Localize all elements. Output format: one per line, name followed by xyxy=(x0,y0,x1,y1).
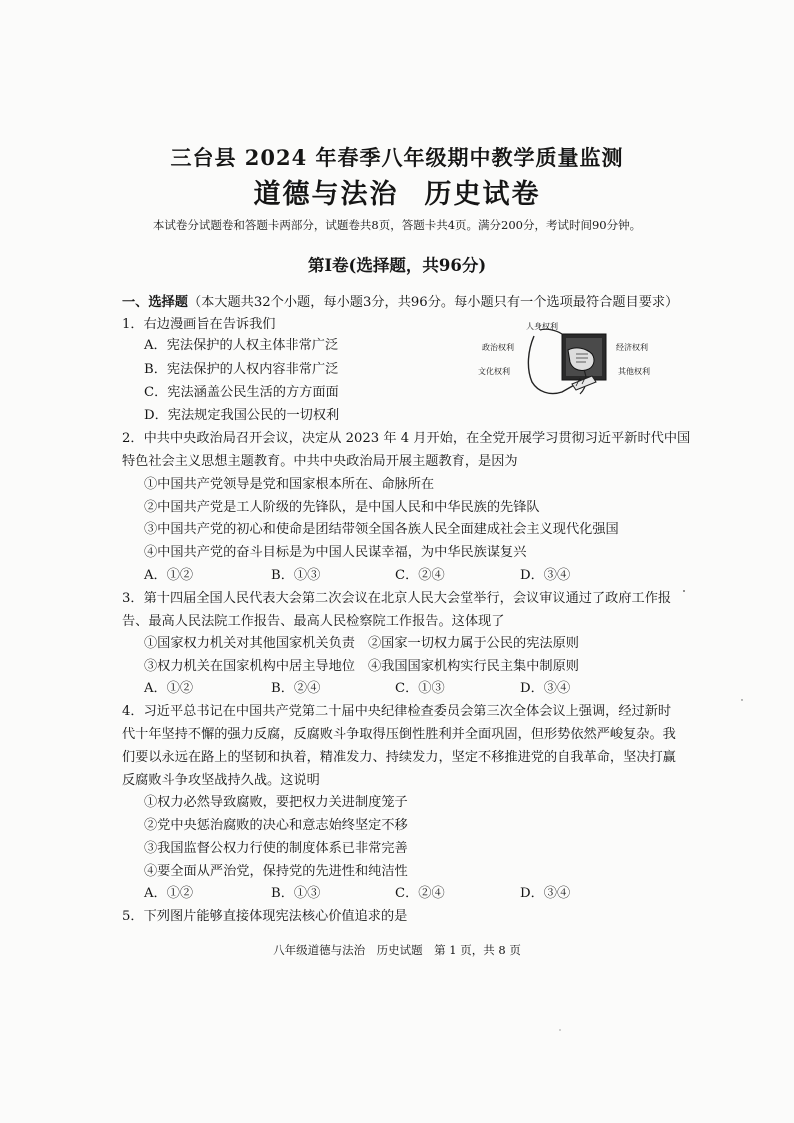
q1-stem: 1．右边漫画旨在告诉我们 xyxy=(122,317,276,332)
q4-stem-line-3: 们要以永远在路上的坚韧和执着，精准发力、持续发力，坚定不移推进党的自我革命，坚决打赢 xyxy=(122,750,676,765)
q3-choice-c: C．①③ xyxy=(395,681,445,696)
q2-choice-d: D．③④ xyxy=(520,568,571,583)
q3-choice-d: D．③④ xyxy=(520,681,571,696)
instructions-text: （本大题共32个小题，每小题3分，共96分。每小题只有一个选项最符合题目要求） xyxy=(187,295,679,310)
exam-note: 本试卷分试题卷和答题卡两部分，试题卷共8页，答题卡共4页。满分200分，考试时间90分钟。 xyxy=(152,218,642,232)
q1-option-c: C．宪法涵盖公民生活的方方面面 xyxy=(144,385,339,400)
q3-stem-line-2: 告、最高人民法院工作报告、最高人民检察院工作报告。这体现了 xyxy=(122,614,505,629)
q4-item-2: ②党中央惩治腐败的决心和意志始终坚定不移 xyxy=(144,818,408,833)
cartoon-label-other: 其他权利 xyxy=(618,367,650,376)
cartoon-label-economic: 经济权利 xyxy=(616,343,648,352)
q3-stem-line-1: 3．第十四届全国人民代表大会第二次会议在北京人民大会堂举行，会议审议通过了政府工作报 xyxy=(122,591,672,606)
q2-choice-b: B．①③ xyxy=(271,568,321,583)
page-footer: 八年级道德与法治 历史试题 第 1 页，共 8 页 xyxy=(273,943,521,957)
q4-choice-d: D．③④ xyxy=(520,886,571,901)
q1-option-a: A．宪法保护的人权主体非常广泛 xyxy=(144,338,339,353)
q3-item-1: ①国家权力机关对其他国家机关负责 xyxy=(144,636,355,651)
q4-stem-line-4: 反腐败斗争攻坚战持久战。这说明 xyxy=(122,773,320,788)
q4-choice-a: A．①② xyxy=(144,886,194,901)
q4-item-1: ①权力必然导致腐败，要把权力关进制度笼子 xyxy=(144,795,408,810)
q3-choice-a: A．①② xyxy=(144,681,194,696)
q2-item-2: ②中国共产党是工人阶级的先锋队，是中国人民和中华民族的先锋队 xyxy=(144,500,540,515)
q1-option-d: D．宪法规定我国公民的一切权利 xyxy=(144,408,340,423)
q2-stem-line-2: 特色社会主义思想主题教育。中共中央政治局开展主题教育，是因为 xyxy=(122,454,518,469)
cartoon-label-cultural: 文化权利 xyxy=(478,367,510,376)
section-title: 第Ⅰ卷(选择题，共96分) xyxy=(307,256,487,275)
q2-item-3: ③中国共产党的初心和使命是团结带领全国各族人民全面建成社会主义现代化强国 xyxy=(144,522,619,537)
q4-choice-b: B．①③ xyxy=(271,886,321,901)
q5-stem: 5．下列图片能够直接体现宪法核心价值追求的是 xyxy=(122,909,408,924)
q2-choice-c: C．②④ xyxy=(395,568,445,583)
cartoon-label-political: 政治权利 xyxy=(482,343,514,352)
q4-stem-line-2: 代十年坚持不懈的强力反腐，反腐败斗争取得压倒性胜利并全面巩固，但形势依然严峻复杂。我 xyxy=(122,727,676,742)
q3-item-4: ④我国国家机构实行民主集中制原则 xyxy=(368,659,579,674)
q2-choice-a: A．①② xyxy=(144,568,194,583)
cartoon-label-personal: 人身权利 xyxy=(526,322,558,331)
q4-choice-c: C．②④ xyxy=(395,886,445,901)
subject-history: 历史试卷 xyxy=(424,179,541,210)
q3-item-3: ③权力机关在国家机构中居主导地位 xyxy=(144,659,355,674)
exam-title: 三台县 2024 年春季八年级期中教学质量监测 xyxy=(170,145,624,170)
q2-item-1: ①中国共产党领导是党和国家根本所在、命脉所在 xyxy=(144,477,435,492)
subject-civics: 道德与法治 xyxy=(253,179,399,210)
q3-item-2: ②国家一切权力属于公民的宪法原则 xyxy=(368,636,579,651)
q4-item-3: ③我国监督公权力行使的制度体系已非常完善 xyxy=(144,841,408,856)
q4-item-4: ④要全面从严治党，保持党的先进性和纯洁性 xyxy=(144,864,408,879)
instructions-label: 一、选择题 xyxy=(122,295,188,310)
q1-option-b: B．宪法保护的人权内容非常广泛 xyxy=(144,362,339,377)
q4-stem-line-1: 4．习近平总书记在中国共产党第二十届中央纪律检查委员会第三次全体会议上强调，经过新时 xyxy=(122,704,672,719)
q2-stem-line-1: 2．中共中央政治局召开会议，决定从 2023 年 4 月开始，在全党开展学习贯彻习近平新时代中国 xyxy=(122,431,691,446)
q3-choice-b: B．②④ xyxy=(271,681,321,696)
q2-item-4: ④中国共产党的奋斗目标是为中国人民谋幸福，为中华民族谋复兴 xyxy=(144,545,527,560)
